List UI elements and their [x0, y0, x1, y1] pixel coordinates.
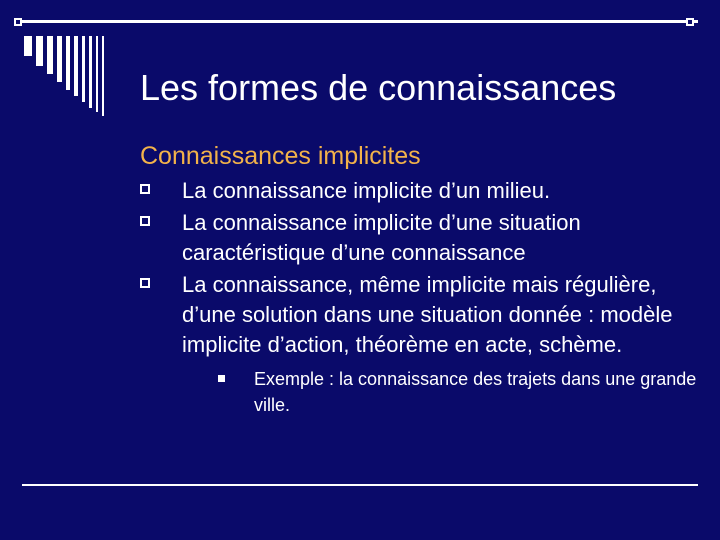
hollow-square-bullet-icon	[140, 278, 150, 288]
filled-square-bullet-icon	[218, 375, 225, 382]
top-left-square-icon	[14, 18, 22, 26]
slide-title: Les formes de connaissances	[140, 67, 617, 108]
sub-bullet-text: Exemple : la connaissance des trajets dans une grande ville.	[254, 369, 697, 415]
bottom-rule	[22, 484, 698, 486]
bullet-list	[140, 176, 700, 420]
top-right-square-icon	[686, 18, 694, 26]
bullet-item	[140, 176, 700, 206]
bullet-text: La connaissance, même implicite mais régulière, d’une solution dans une situation donnée : modèle implicite d’action, théorème en acte, schème.	[182, 272, 673, 357]
hollow-square-bullet-icon	[140, 184, 150, 194]
top-rule	[22, 20, 698, 23]
decorative-bars	[24, 30, 134, 116]
bullet-item	[140, 208, 700, 268]
bullet-text: La connaissance implicite d’un milieu.	[182, 178, 551, 203]
bullet-item	[140, 270, 700, 418]
slide-subtitle: Connaissances implicites	[140, 142, 421, 170]
hollow-square-bullet-icon	[140, 216, 150, 226]
bullet-text: La connaissance implicite d’une situation caractéristique d’une connaissance	[182, 210, 581, 265]
sub-bullet-item	[182, 366, 700, 418]
